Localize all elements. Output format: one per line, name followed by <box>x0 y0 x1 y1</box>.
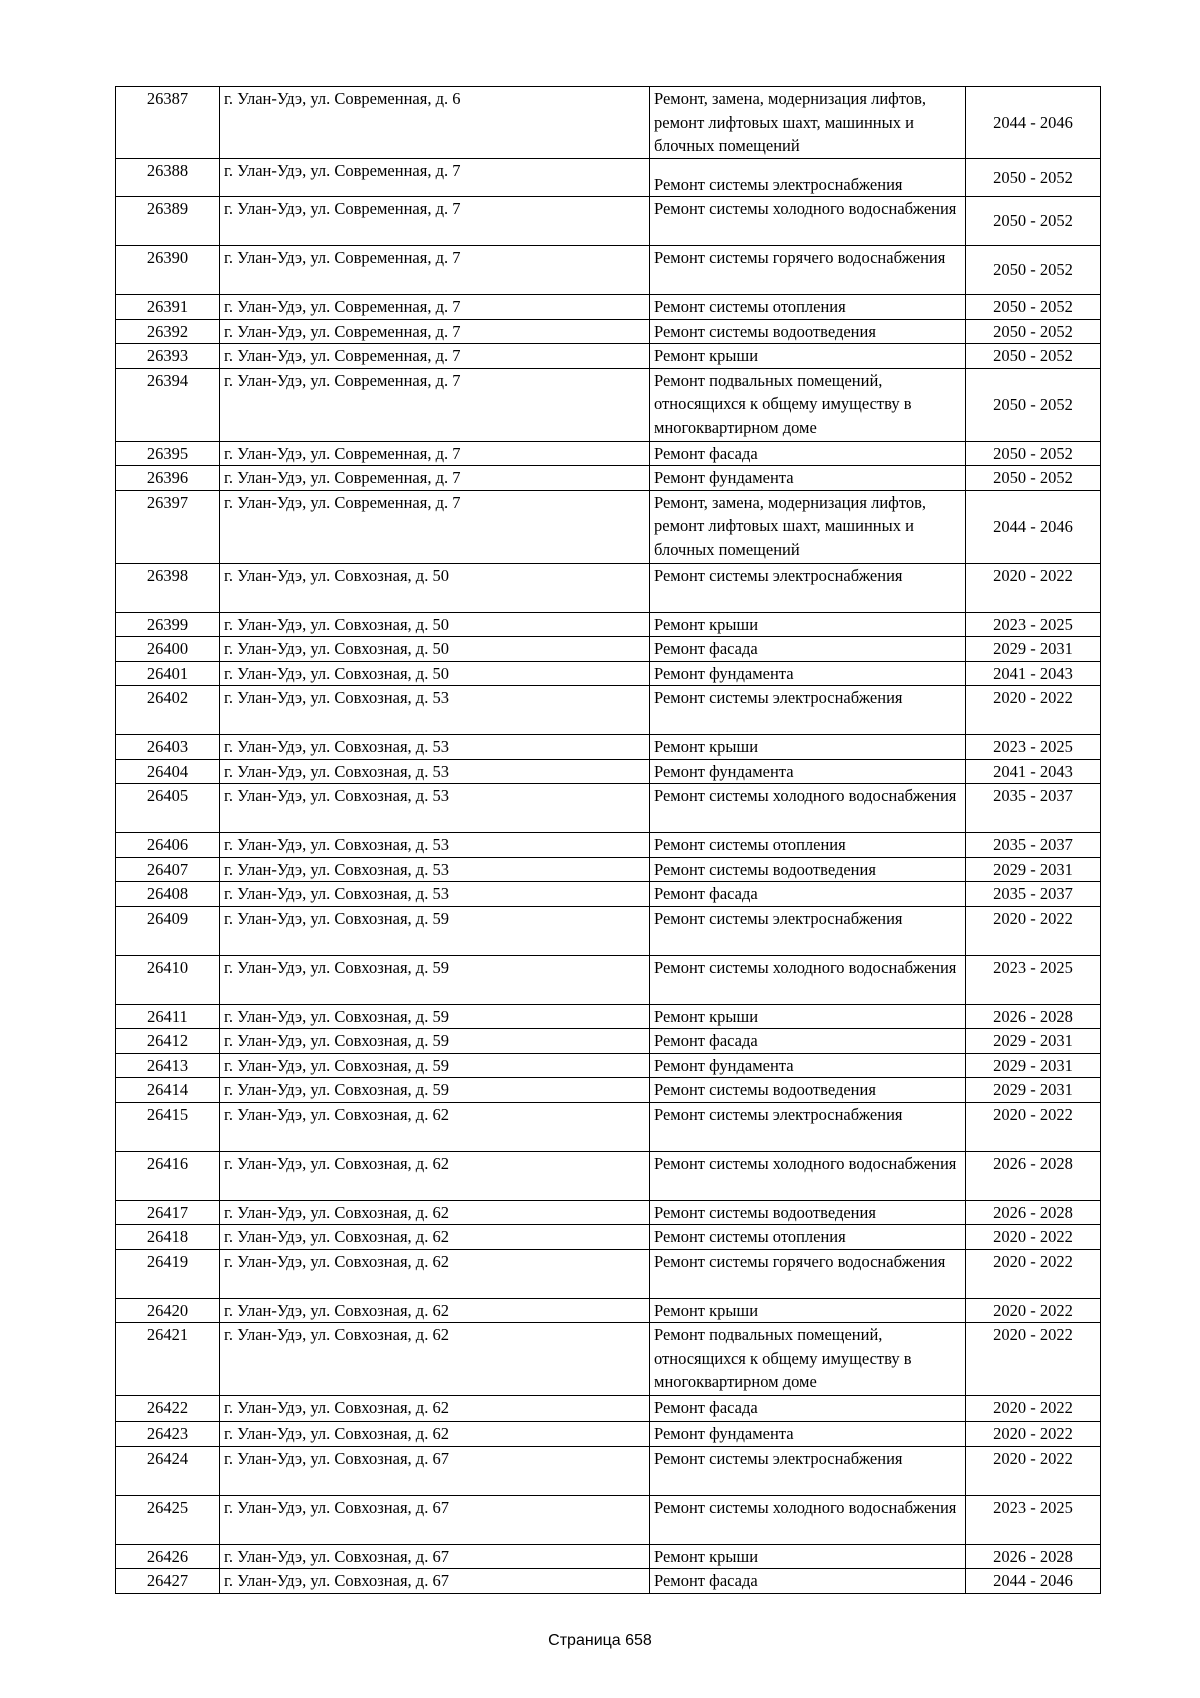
address-cell: г. Улан-Удэ, ул. Современная, д. 7 <box>220 368 650 441</box>
row-number-cell: 26425 <box>116 1495 220 1544</box>
work-type-cell: Ремонт, замена, модернизация лифтов, ремонт лифтовых шахт, машинных и блочных помещений <box>650 87 966 159</box>
row-number-cell: 26418 <box>116 1225 220 1250</box>
table-row <box>116 319 1101 344</box>
period-cell: 2050 - 2052 <box>966 246 1101 295</box>
table-row <box>116 833 1101 858</box>
table-row <box>116 441 1101 466</box>
address-cell: г. Улан-Удэ, ул. Совхозная, д. 50 <box>220 661 650 686</box>
work-type-cell: Ремонт фасада <box>650 637 966 662</box>
address-cell: г. Улан-Удэ, ул. Совхозная, д. 62 <box>220 1396 650 1422</box>
address-cell: г. Улан-Удэ, ул. Совхозная, д. 53 <box>220 784 650 833</box>
address-cell: г. Улан-Удэ, ул. Совхозная, д. 62 <box>220 1225 650 1250</box>
period-cell: 2050 - 2052 <box>966 441 1101 466</box>
table-row <box>116 563 1101 612</box>
table-row <box>116 1249 1101 1298</box>
work-type-cell: Ремонт крыши <box>650 1004 966 1029</box>
period-cell: 2020 - 2022 <box>966 1323 1101 1396</box>
row-number-cell: 26410 <box>116 955 220 1004</box>
address-cell: г. Улан-Удэ, ул. Современная, д. 7 <box>220 466 650 491</box>
address-cell: г. Улан-Удэ, ул. Совхозная, д. 53 <box>220 857 650 882</box>
table-row <box>116 1544 1101 1569</box>
work-type-cell: Ремонт системы горячего водоснабжения <box>650 1249 966 1298</box>
work-type-cell: Ремонт системы холодного водоснабжения <box>650 784 966 833</box>
address-cell: г. Улан-Удэ, ул. Современная, д. 7 <box>220 197 650 246</box>
address-cell: г. Улан-Удэ, ул. Современная, д. 7 <box>220 246 650 295</box>
table-row <box>116 466 1101 491</box>
period-cell: 2029 - 2031 <box>966 1029 1101 1054</box>
period-cell: 2035 - 2037 <box>966 833 1101 858</box>
table-row <box>116 637 1101 662</box>
table-body <box>116 87 1101 1594</box>
row-number-cell: 26396 <box>116 466 220 491</box>
table-row <box>116 87 1101 159</box>
address-cell: г. Улан-Удэ, ул. Современная, д. 7 <box>220 490 650 563</box>
period-cell: 2023 - 2025 <box>966 612 1101 637</box>
table-row <box>116 882 1101 907</box>
period-cell: 2023 - 2025 <box>966 735 1101 760</box>
page-number: Страница 658 <box>548 1632 652 1649</box>
work-type-cell: Ремонт крыши <box>650 612 966 637</box>
address-cell: г. Улан-Удэ, ул. Совхозная, д. 59 <box>220 1078 650 1103</box>
address-cell: г. Улан-Удэ, ул. Современная, д. 6 <box>220 87 650 159</box>
address-cell: г. Улан-Удэ, ул. Совхозная, д. 53 <box>220 735 650 760</box>
row-number-cell: 26409 <box>116 906 220 955</box>
address-cell: г. Улан-Удэ, ул. Совхозная, д. 50 <box>220 612 650 637</box>
row-number-cell: 26392 <box>116 319 220 344</box>
address-cell: г. Улан-Удэ, ул. Совхозная, д. 62 <box>220 1200 650 1225</box>
period-cell: 2020 - 2022 <box>966 1249 1101 1298</box>
row-number-cell: 26408 <box>116 882 220 907</box>
table-row <box>116 857 1101 882</box>
row-number-cell: 26407 <box>116 857 220 882</box>
period-cell: 2020 - 2022 <box>966 1396 1101 1422</box>
address-cell: г. Улан-Удэ, ул. Совхозная, д. 67 <box>220 1446 650 1495</box>
work-type-cell: Ремонт системы электроснабжения <box>650 906 966 955</box>
row-number-cell: 26417 <box>116 1200 220 1225</box>
repair-schedule-table <box>115 86 1101 1594</box>
table-row <box>116 735 1101 760</box>
row-number-cell: 26389 <box>116 197 220 246</box>
work-type-cell: Ремонт системы водоотведения <box>650 857 966 882</box>
row-number-cell: 26406 <box>116 833 220 858</box>
work-type-cell: Ремонт подвальных помещений, относящихся к общему имуществу в многоквартирном доме <box>650 368 966 441</box>
row-number-cell: 26404 <box>116 759 220 784</box>
address-cell: г. Улан-Удэ, ул. Совхозная, д. 62 <box>220 1249 650 1298</box>
address-cell: г. Улан-Удэ, ул. Совхозная, д. 67 <box>220 1495 650 1544</box>
address-cell: г. Улан-Удэ, ул. Совхозная, д. 62 <box>220 1102 650 1151</box>
table-row <box>116 246 1101 295</box>
work-type-cell: Ремонт системы горячего водоснабжения <box>650 246 966 295</box>
address-cell: г. Улан-Удэ, ул. Современная, д. 7 <box>220 344 650 369</box>
row-number-cell: 26424 <box>116 1446 220 1495</box>
table-row <box>116 490 1101 563</box>
address-cell: г. Улан-Удэ, ул. Совхозная, д. 53 <box>220 833 650 858</box>
row-number-cell: 26416 <box>116 1151 220 1200</box>
table-row <box>116 1225 1101 1250</box>
work-type-cell: Ремонт системы отопления <box>650 833 966 858</box>
table-row <box>116 1053 1101 1078</box>
row-number-cell: 26411 <box>116 1004 220 1029</box>
address-cell: г. Улан-Удэ, ул. Совхозная, д. 53 <box>220 882 650 907</box>
work-type-cell: Ремонт, замена, модернизация лифтов, ремонт лифтовых шахт, машинных и блочных помещений <box>650 490 966 563</box>
row-number-cell: 26393 <box>116 344 220 369</box>
table-row <box>116 955 1101 1004</box>
address-cell: г. Улан-Удэ, ул. Совхозная, д. 67 <box>220 1544 650 1569</box>
work-type-cell: Ремонт фундамента <box>650 661 966 686</box>
address-cell: г. Улан-Удэ, ул. Современная, д. 7 <box>220 159 650 197</box>
work-type-cell: Ремонт системы электроснабжения <box>650 1102 966 1151</box>
row-number-cell: 26426 <box>116 1544 220 1569</box>
period-cell: 2041 - 2043 <box>966 661 1101 686</box>
period-cell: 2020 - 2022 <box>966 1102 1101 1151</box>
period-cell: 2026 - 2028 <box>966 1200 1101 1225</box>
row-number-cell: 26398 <box>116 563 220 612</box>
period-cell: 2020 - 2022 <box>966 1422 1101 1447</box>
period-cell: 2044 - 2046 <box>966 490 1101 563</box>
period-cell: 2050 - 2052 <box>966 368 1101 441</box>
period-cell: 2029 - 2031 <box>966 1053 1101 1078</box>
table-row <box>116 1495 1101 1544</box>
table-row <box>116 1323 1101 1396</box>
row-number-cell: 26397 <box>116 490 220 563</box>
work-type-cell: Ремонт системы отопления <box>650 1225 966 1250</box>
row-number-cell: 26420 <box>116 1298 220 1323</box>
table-row <box>116 759 1101 784</box>
address-cell: г. Улан-Удэ, ул. Совхозная, д. 59 <box>220 906 650 955</box>
row-number-cell: 26399 <box>116 612 220 637</box>
period-cell: 2020 - 2022 <box>966 906 1101 955</box>
address-cell: г. Улан-Удэ, ул. Современная, д. 7 <box>220 319 650 344</box>
row-number-cell: 26395 <box>116 441 220 466</box>
table-row <box>116 1078 1101 1103</box>
address-cell: г. Улан-Удэ, ул. Совхозная, д. 62 <box>220 1298 650 1323</box>
address-cell: г. Улан-Удэ, ул. Совхозная, д. 59 <box>220 1029 650 1054</box>
work-type-cell: Ремонт фасада <box>650 1029 966 1054</box>
period-cell: 2050 - 2052 <box>966 344 1101 369</box>
row-number-cell: 26405 <box>116 784 220 833</box>
row-number-cell: 26413 <box>116 1053 220 1078</box>
table-row <box>116 1004 1101 1029</box>
address-cell: г. Улан-Удэ, ул. Совхозная, д. 59 <box>220 955 650 1004</box>
work-type-cell: Ремонт фундамента <box>650 1422 966 1447</box>
row-number-cell: 26419 <box>116 1249 220 1298</box>
work-type-cell: Ремонт фундамента <box>650 1053 966 1078</box>
period-cell: 2044 - 2046 <box>966 87 1101 159</box>
table-row <box>116 1102 1101 1151</box>
row-number-cell: 26421 <box>116 1323 220 1396</box>
address-cell: г. Улан-Удэ, ул. Совхозная, д. 59 <box>220 1053 650 1078</box>
row-number-cell: 26400 <box>116 637 220 662</box>
work-type-cell: Ремонт системы водоотведения <box>650 319 966 344</box>
address-cell: г. Улан-Удэ, ул. Современная, д. 7 <box>220 441 650 466</box>
work-type-cell: Ремонт фундамента <box>650 466 966 491</box>
work-type-cell: Ремонт системы отопления <box>650 295 966 320</box>
table-row <box>116 1029 1101 1054</box>
period-cell: 2020 - 2022 <box>966 1446 1101 1495</box>
address-cell: г. Улан-Удэ, ул. Совхозная, д. 62 <box>220 1151 650 1200</box>
table-row <box>116 906 1101 955</box>
table-row <box>116 1298 1101 1323</box>
work-type-cell: Ремонт системы водоотведения <box>650 1200 966 1225</box>
work-type-cell: Ремонт фундамента <box>650 759 966 784</box>
work-type-cell: Ремонт крыши <box>650 1544 966 1569</box>
period-cell: 2041 - 2043 <box>966 759 1101 784</box>
table-row <box>116 1200 1101 1225</box>
table-row <box>116 197 1101 246</box>
period-cell: 2023 - 2025 <box>966 955 1101 1004</box>
address-cell: г. Улан-Удэ, ул. Совхозная, д. 53 <box>220 759 650 784</box>
row-number-cell: 26391 <box>116 295 220 320</box>
period-cell: 2029 - 2031 <box>966 857 1101 882</box>
period-cell: 2050 - 2052 <box>966 159 1101 197</box>
table-row <box>116 1422 1101 1447</box>
table-row <box>116 1396 1101 1422</box>
table-row <box>116 686 1101 735</box>
work-type-cell: Ремонт системы холодного водоснабжения <box>650 1151 966 1200</box>
period-cell: 2020 - 2022 <box>966 1225 1101 1250</box>
address-cell: г. Улан-Удэ, ул. Совхозная, д. 50 <box>220 563 650 612</box>
period-cell: 2029 - 2031 <box>966 637 1101 662</box>
row-number-cell: 26403 <box>116 735 220 760</box>
work-type-cell: Ремонт фасада <box>650 882 966 907</box>
table-row <box>116 344 1101 369</box>
table-row <box>116 784 1101 833</box>
row-number-cell: 26387 <box>116 87 220 159</box>
work-type-cell: Ремонт фасада <box>650 1569 966 1594</box>
work-type-cell: Ремонт системы холодного водоснабжения <box>650 1495 966 1544</box>
work-type-cell: Ремонт фасада <box>650 441 966 466</box>
table-row <box>116 1446 1101 1495</box>
period-cell: 2029 - 2031 <box>966 1078 1101 1103</box>
address-cell: г. Улан-Удэ, ул. Совхозная, д. 67 <box>220 1569 650 1594</box>
address-cell: г. Улан-Удэ, ул. Совхозная, д. 62 <box>220 1323 650 1396</box>
table-row <box>116 1569 1101 1594</box>
table-row <box>116 159 1101 197</box>
period-cell: 2050 - 2052 <box>966 466 1101 491</box>
period-cell: 2035 - 2037 <box>966 882 1101 907</box>
address-cell: г. Улан-Удэ, ул. Совхозная, д. 53 <box>220 686 650 735</box>
row-number-cell: 26401 <box>116 661 220 686</box>
work-type-cell: Ремонт системы электроснабжения <box>650 686 966 735</box>
row-number-cell: 26412 <box>116 1029 220 1054</box>
row-number-cell: 26422 <box>116 1396 220 1422</box>
work-type-cell: Ремонт системы холодного водоснабжения <box>650 197 966 246</box>
table-row <box>116 1151 1101 1200</box>
period-cell: 2023 - 2025 <box>966 1495 1101 1544</box>
period-cell: 2050 - 2052 <box>966 319 1101 344</box>
work-type-cell: Ремонт системы холодного водоснабжения <box>650 955 966 1004</box>
table-row <box>116 612 1101 637</box>
work-type-cell: Ремонт фасада <box>650 1396 966 1422</box>
period-cell: 2026 - 2028 <box>966 1151 1101 1200</box>
work-type-cell: Ремонт системы электроснабжения <box>650 563 966 612</box>
work-type-cell: Ремонт крыши <box>650 344 966 369</box>
row-number-cell: 26423 <box>116 1422 220 1447</box>
period-cell: 2020 - 2022 <box>966 1298 1101 1323</box>
row-number-cell: 26390 <box>116 246 220 295</box>
row-number-cell: 26388 <box>116 159 220 197</box>
address-cell: г. Улан-Удэ, ул. Совхозная, д. 62 <box>220 1422 650 1447</box>
work-type-cell: Ремонт системы электроснабжения <box>650 1446 966 1495</box>
work-type-cell: Ремонт подвальных помещений, относящихся к общему имуществу в многоквартирном доме <box>650 1323 966 1396</box>
work-type-cell: Ремонт крыши <box>650 735 966 760</box>
address-cell: г. Улан-Удэ, ул. Совхозная, д. 59 <box>220 1004 650 1029</box>
period-cell: 2020 - 2022 <box>966 563 1101 612</box>
work-type-cell: Ремонт системы электроснабжения <box>650 159 966 197</box>
row-number-cell: 26427 <box>116 1569 220 1594</box>
work-type-cell: Ремонт системы водоотведения <box>650 1078 966 1103</box>
period-cell: 2050 - 2052 <box>966 197 1101 246</box>
row-number-cell: 26415 <box>116 1102 220 1151</box>
period-cell: 2050 - 2052 <box>966 295 1101 320</box>
address-cell: г. Улан-Удэ, ул. Совхозная, д. 50 <box>220 637 650 662</box>
period-cell: 2035 - 2037 <box>966 784 1101 833</box>
work-type-cell: Ремонт крыши <box>650 1298 966 1323</box>
row-number-cell: 26414 <box>116 1078 220 1103</box>
address-cell: г. Улан-Удэ, ул. Современная, д. 7 <box>220 295 650 320</box>
row-number-cell: 26394 <box>116 368 220 441</box>
period-cell: 2026 - 2028 <box>966 1544 1101 1569</box>
table-row <box>116 661 1101 686</box>
row-number-cell: 26402 <box>116 686 220 735</box>
table-row <box>116 368 1101 441</box>
period-cell: 2044 - 2046 <box>966 1569 1101 1594</box>
table-row <box>116 295 1101 320</box>
period-cell: 2020 - 2022 <box>966 686 1101 735</box>
period-cell: 2026 - 2028 <box>966 1004 1101 1029</box>
